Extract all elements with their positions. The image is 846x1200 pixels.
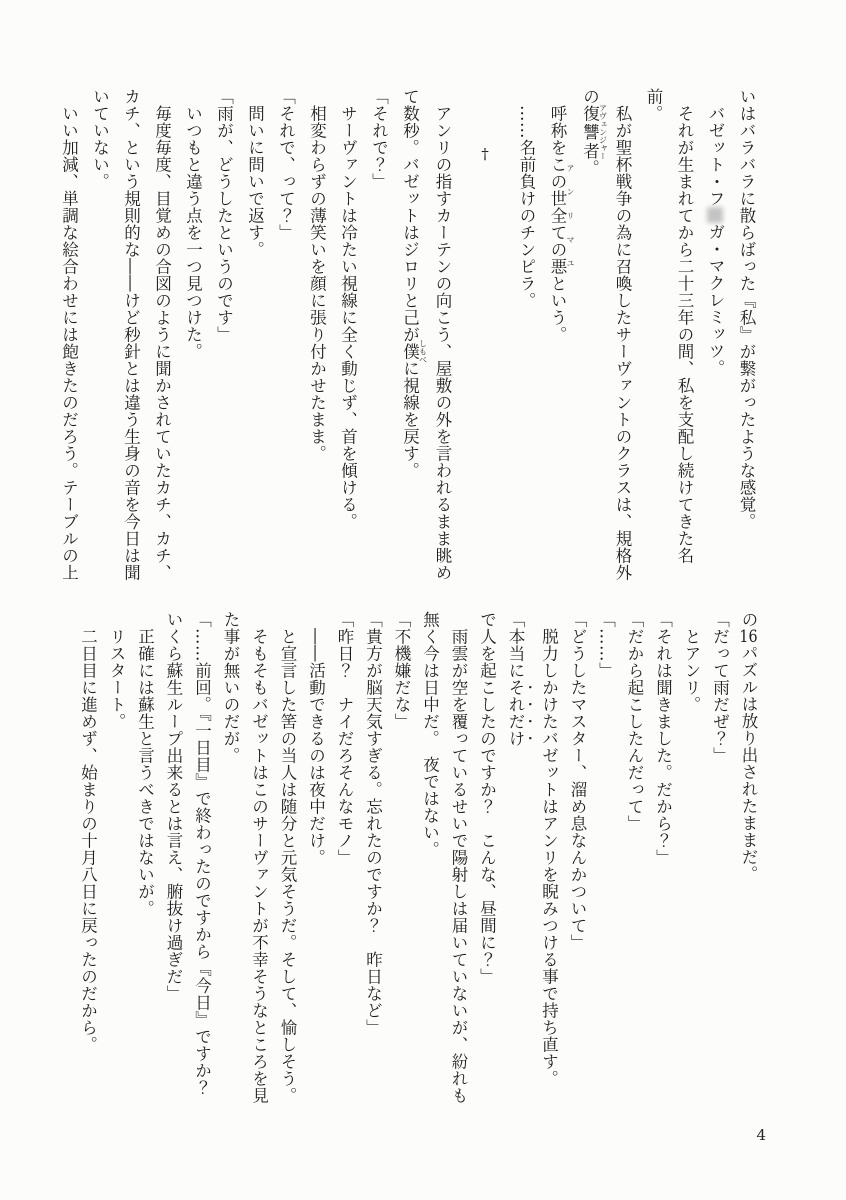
text-line (240, 88, 271, 590)
text-segment: 「貴方が脳天気すぎる。忘れたのですか？ 昨日など」 (363, 611, 383, 1036)
text-line (700, 88, 731, 590)
ruby-annotated-text (548, 155, 575, 275)
text-segment: 呼称を (548, 104, 567, 156)
text-segment: 「昨日？ ナイだろそんなモノ」 (335, 611, 354, 866)
text-segment: 二日目に進めず、始まりの十月八日に戻ったのだから。 (78, 627, 98, 1053)
censored-character (707, 207, 724, 224)
text-line (444, 611, 473, 1113)
text-segment: ――活動できるのは夜中だけ。 (306, 627, 326, 866)
text-segment: バゼット・フ (706, 104, 725, 207)
text-segment: 「……」 (596, 611, 616, 679)
text-line (620, 611, 649, 1113)
text-line (330, 611, 359, 1113)
text-line (187, 611, 216, 1113)
text-line (302, 88, 333, 590)
text-line (591, 611, 620, 1113)
text-segment: 無く今は日中だ。 夜ではない。 (420, 611, 440, 858)
horizontal-digits: 16 (739, 628, 758, 645)
text-line (147, 88, 178, 590)
text-segment: それが生まれてから二十三年の間、私を支配し続けてきた名前。 (644, 88, 694, 564)
text-line (607, 88, 638, 590)
text-segment: と宣言した筈の当人は随分と元気そうだ。そして、愉しそう。 (278, 627, 297, 1104)
text-line (395, 88, 428, 590)
text-segment: 「それで？」 (369, 88, 389, 190)
furigana-text: アンリマユ (566, 155, 575, 275)
text-segment: いていない。 (90, 88, 110, 190)
text-line (85, 88, 116, 590)
text-segment: 「雨が、どうしたというのです」 (214, 88, 234, 343)
text-line (387, 611, 416, 1113)
text-segment: いつもと違う点を一つ見つけた。 (183, 104, 203, 360)
text-line (73, 611, 102, 1113)
text-segment: 正確には蘇生と言うべきではないが。 (135, 627, 155, 917)
text-segment: ……名前負けのチンピラ。 (517, 104, 536, 309)
text-segment: パズルは放り出されたままだ。 (739, 644, 758, 883)
text-segment: 雨雲が空を覆っているせいで陽射しは届いていないが、紛れも (449, 627, 468, 1104)
text-segment: 「だから起こしたんだって」 (625, 611, 644, 832)
text-line (301, 611, 330, 1113)
text-segment: いくら蘇生ループ出来るとは言え、腑抜け過ぎだ」 (164, 611, 183, 1002)
text-segment: 「それで、って？」 (276, 88, 296, 241)
text-segment: 問いに問いで返す。 (245, 104, 265, 258)
text-line (534, 611, 563, 1113)
text-line (677, 611, 706, 1113)
text-segment: で人を起こしたのですか？ こんな、昼間に？」 (477, 611, 497, 985)
text-segment: の (580, 88, 600, 105)
text-segment: ガ・マクレミッツ。 (706, 223, 725, 376)
text-segment: とアンリ。 (682, 627, 701, 713)
ruby-annotated-text (580, 104, 608, 161)
text-line (358, 611, 387, 1113)
text-line (648, 611, 677, 1113)
text-segment: という。 (548, 274, 567, 343)
text-line (542, 88, 575, 590)
text-block-bottom (73, 611, 762, 1113)
text-line (731, 88, 762, 590)
text-segment: 私が聖杯戦争の為に召喚したサーヴァントのクラスは、規格外 (613, 104, 632, 581)
text-line (273, 611, 302, 1113)
text-segment: 脱力しかけたバゼットはアンリを睨みつける事で持ち直す。 (539, 627, 559, 1087)
text-line (271, 88, 302, 590)
text-line (705, 611, 734, 1113)
ruby-base-text: 僕 (400, 339, 420, 364)
text-line (130, 611, 159, 1113)
text-line (563, 611, 592, 1113)
text-segment: 「だって雨だぜ？」 (710, 611, 730, 764)
text-segment: 毎度毎度、目覚めの合図のように聞かされていたカチ、カチ、 (152, 104, 172, 581)
text-line (333, 88, 364, 590)
page-number: 4 (756, 1126, 766, 1144)
text-segment: リスタート。 (107, 627, 126, 730)
text-segment: アンリの指すカーテンの向こう、屋敷の外を言われるまま眺め (433, 104, 452, 581)
text-line (734, 611, 763, 1113)
dagger-icon: † (476, 145, 494, 164)
text-segment: 。 (580, 159, 600, 177)
ruby-annotated-text (400, 339, 428, 364)
text-line (159, 611, 188, 1113)
text-segment: いい加減、単調な絵合わせには飽きたのだろう。テーブルの上 (59, 104, 79, 581)
text-segment: の (739, 611, 758, 628)
text-block-top (54, 88, 763, 590)
text-line (54, 88, 85, 590)
text-segment: 「どうしたマスター、溜め息なんかついて」 (568, 611, 587, 951)
text-segment: カチ、という規則的な――けど秒針とは違う生身の音を今日は聞 (121, 88, 141, 581)
text-line (638, 88, 700, 590)
text-line (216, 611, 245, 1113)
text-line (415, 611, 444, 1113)
text-line (178, 88, 209, 590)
text-segment: て数秒。バゼットはジロリと己が (400, 88, 420, 343)
text-line (244, 611, 273, 1113)
text-segment: 「不機嫌だな」 (392, 611, 411, 730)
text-segment: サーヴァントは冷たい視線に全く動じず、首を傾ける。 (338, 104, 358, 530)
text-line (364, 88, 395, 590)
text-line (472, 611, 534, 1113)
text-segment: いはバラバラに散らばった『私』が繋がったような感覚。 (737, 88, 756, 530)
section-separator-dagger (458, 88, 511, 590)
text-line (575, 88, 608, 590)
furigana-text: アヴェンジャー (598, 104, 608, 161)
text-segment: 「……前回。『一日目』で終わったのですから『今日』ですか？ (192, 611, 212, 1096)
text-line (209, 88, 240, 590)
text-segment: 相変わらずの薄笑いを顔に張り付かせたまま。 (307, 104, 327, 462)
ruby-base-text: 復讐者 (580, 104, 600, 161)
text-segment: た事が無いのだが。 (221, 611, 240, 764)
text-line (427, 88, 458, 590)
text-segment: そもそもバゼットはこのサーヴァントが不幸そうなところを見 (249, 627, 269, 1104)
text-line (116, 88, 147, 590)
text-line (511, 88, 542, 590)
text-line (102, 611, 131, 1113)
ruby-base-text: この世全ての悪 (548, 155, 567, 275)
furigana-text: しもべ (418, 339, 428, 364)
emphasized-text: それだけ (506, 679, 525, 747)
text-segment: 「それは聞きました。だから？」 (653, 611, 673, 866)
text-segment: 「本当に (506, 611, 525, 679)
text-segment: に視線を戻す。 (400, 360, 420, 479)
